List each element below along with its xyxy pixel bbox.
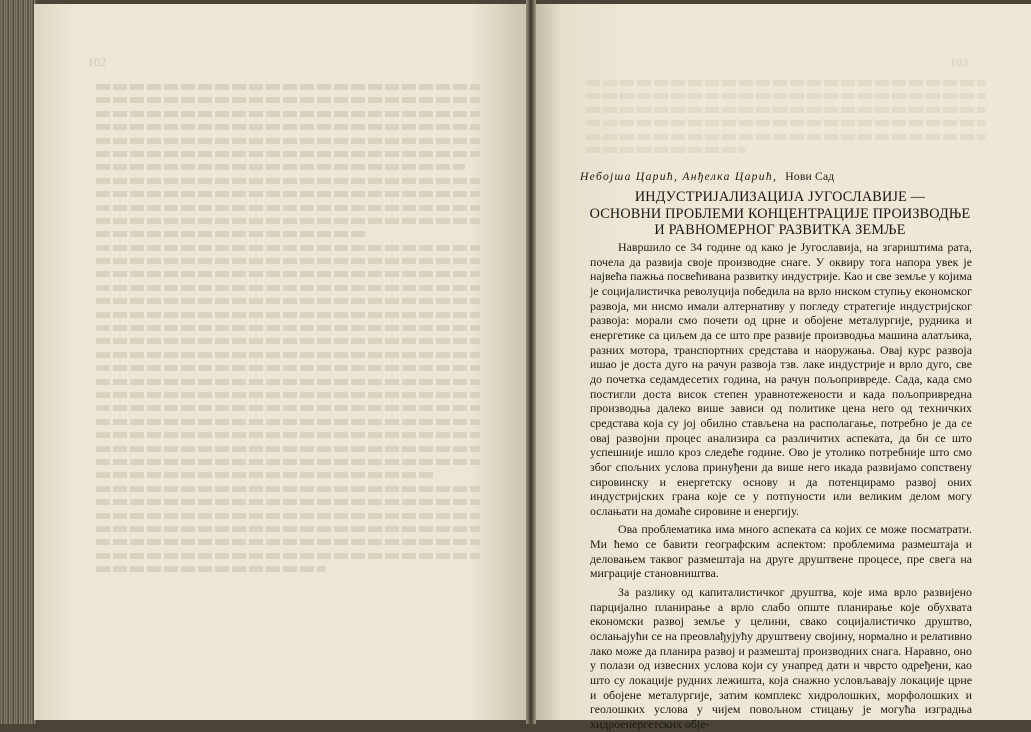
bleedthrough-line xyxy=(586,134,986,140)
paragraph-1: Навршило се 34 године од како је Југославија, на згариштима рата, почела да развија своје производне снаге. У оквиру тога напора увек је највећа пажња посвећивана развитку индустрије. Као и све земље у којима је социјалистичка револуција победила на врло ниском ступњу економског развоја, ми нисмо имали алтернативу у погледу стратегије индустријског развоја: морали смо почети од црне и обојене металургије, рудника и енергетике са циљем да се што пре развије производња машина алатљика, разних мотора, транспортних средстава и наоружања. Овај курс развоја ишао је доста дуго на рачун развоја тзв. лаке индустрије и врло дуго, све до почетка седамдесетих година, на рачун пољопривреде. Сада, када смо постигли доста висок степен уравнотежености и када пољопривредна производња далеко више зависи од политике цена него од техничких средстава која су јој обилно стављена на располагање, потребно је да се овај развојни процес анализира са различитих аспеката, да би се што успешније ишло кроз следеће године. Ово је утолико потребније што смо због спољних услова принуђени да више него икада развијамо сопствену сировинску и енергетску основу и да потенцирамо развој оних индустријских грана које се у потпуности или великим делом могу ослањати на домаће сировине и енергију. xyxy=(590,240,972,518)
bleedthrough-line xyxy=(96,325,480,331)
bleedthrough-line xyxy=(96,218,480,224)
bleedthrough-line xyxy=(96,205,480,211)
book-gutter xyxy=(526,0,536,724)
bleedthrough-line xyxy=(586,93,986,99)
bleedthrough-line xyxy=(96,365,480,371)
bleedthrough-line xyxy=(96,379,480,385)
bleedthrough-line xyxy=(96,419,480,425)
right-page-bleedthrough-text xyxy=(586,80,986,160)
bleedthrough-line xyxy=(96,459,480,465)
bleedthrough-line xyxy=(96,446,480,452)
bleedthrough-line xyxy=(96,513,480,519)
bleedthrough-line xyxy=(96,352,480,358)
bleedthrough-line xyxy=(96,566,326,572)
bleedthrough-line xyxy=(96,392,480,398)
bleedthrough-line xyxy=(96,245,480,251)
bleedthrough-line xyxy=(96,178,480,184)
title-line-2: ОСНОВНИ ПРОБЛЕМИ КОНЦЕНТРАЦИЈЕ ПРОИЗВОДЊЕ xyxy=(589,205,971,222)
bleedthrough-line xyxy=(96,138,480,144)
bleedthrough-line xyxy=(96,191,480,197)
article-title xyxy=(580,189,980,239)
title-line-3: И РАВНОМЕРНОГ РАЗВИТКА ЗЕМЉЕ xyxy=(654,222,906,238)
page-edges xyxy=(0,0,36,724)
bleedthrough-line xyxy=(96,405,480,411)
bleedthrough-line xyxy=(586,120,986,126)
bleedthrough-line xyxy=(96,151,480,157)
bleedthrough-line xyxy=(96,124,480,130)
bleedthrough-line xyxy=(96,499,480,505)
bleedthrough-line xyxy=(96,258,480,264)
bleedthrough-line xyxy=(586,107,986,113)
bleedthrough-line xyxy=(586,80,986,86)
bleedthrough-line xyxy=(96,298,480,304)
bleedthrough-line xyxy=(586,147,746,153)
paragraph-2: Ова проблематика има много аспеката са којих се може посматрати. Ми ћемо се бавити географским аспектом: проблемима размештаја и деловањем таквог размештаја на друге друштвене процесе, пре свега на миграције становништва. xyxy=(590,522,972,581)
bleedthrough-line xyxy=(96,97,480,103)
bleedthrough-line xyxy=(96,285,480,291)
left-page-number: 102 xyxy=(88,55,106,69)
left-page-bleedthrough-text xyxy=(96,84,480,579)
right-page-number: 103 xyxy=(950,55,968,69)
bleedthrough-line xyxy=(96,432,480,438)
bleedthrough-line xyxy=(96,271,480,277)
bleedthrough-line xyxy=(96,231,365,237)
bleedthrough-line xyxy=(96,164,465,170)
bleedthrough-line xyxy=(96,312,480,318)
bleedthrough-line xyxy=(96,539,480,545)
bleedthrough-line xyxy=(96,486,480,492)
bleedthrough-line xyxy=(96,526,480,532)
bleedthrough-line xyxy=(96,472,434,478)
author-names: Небојша Царић, Анђелка Царић, xyxy=(580,170,778,183)
bleedthrough-line xyxy=(96,84,480,90)
bleedthrough-line xyxy=(96,111,480,117)
paragraph-3: За разлику од капиталистичког друштва, које има врло развијено парцијално планирање а врло слабо опште планирање које обухвата економски развој земље у целини, свако социјалистичко друштво, ослањајући се на преовлађујућу друштвену својину, нормално и релативно лако може да планира развој и размештај производних снага. Наравно, оно у полази од извесних услова који су унапред дати и чврсто одређени, као што су локације рудних лежишта, која снажно условљавају локације црне и обојене металургије, затим комплекс хидролошких, морфолошких и геолошких услова у чијем повољном стицању је могућа изградња хидроенергетских обје- xyxy=(590,585,972,731)
bleedthrough-line xyxy=(96,338,480,344)
title-line-1: ИНДУСТРИЈАЛИЗАЦИЈА ЈУГОСЛАВИЈЕ — xyxy=(634,189,926,205)
author-place: Нови Сад xyxy=(785,170,835,183)
article-body xyxy=(590,240,972,732)
article-authors xyxy=(580,170,1000,183)
bleedthrough-line xyxy=(96,553,480,559)
